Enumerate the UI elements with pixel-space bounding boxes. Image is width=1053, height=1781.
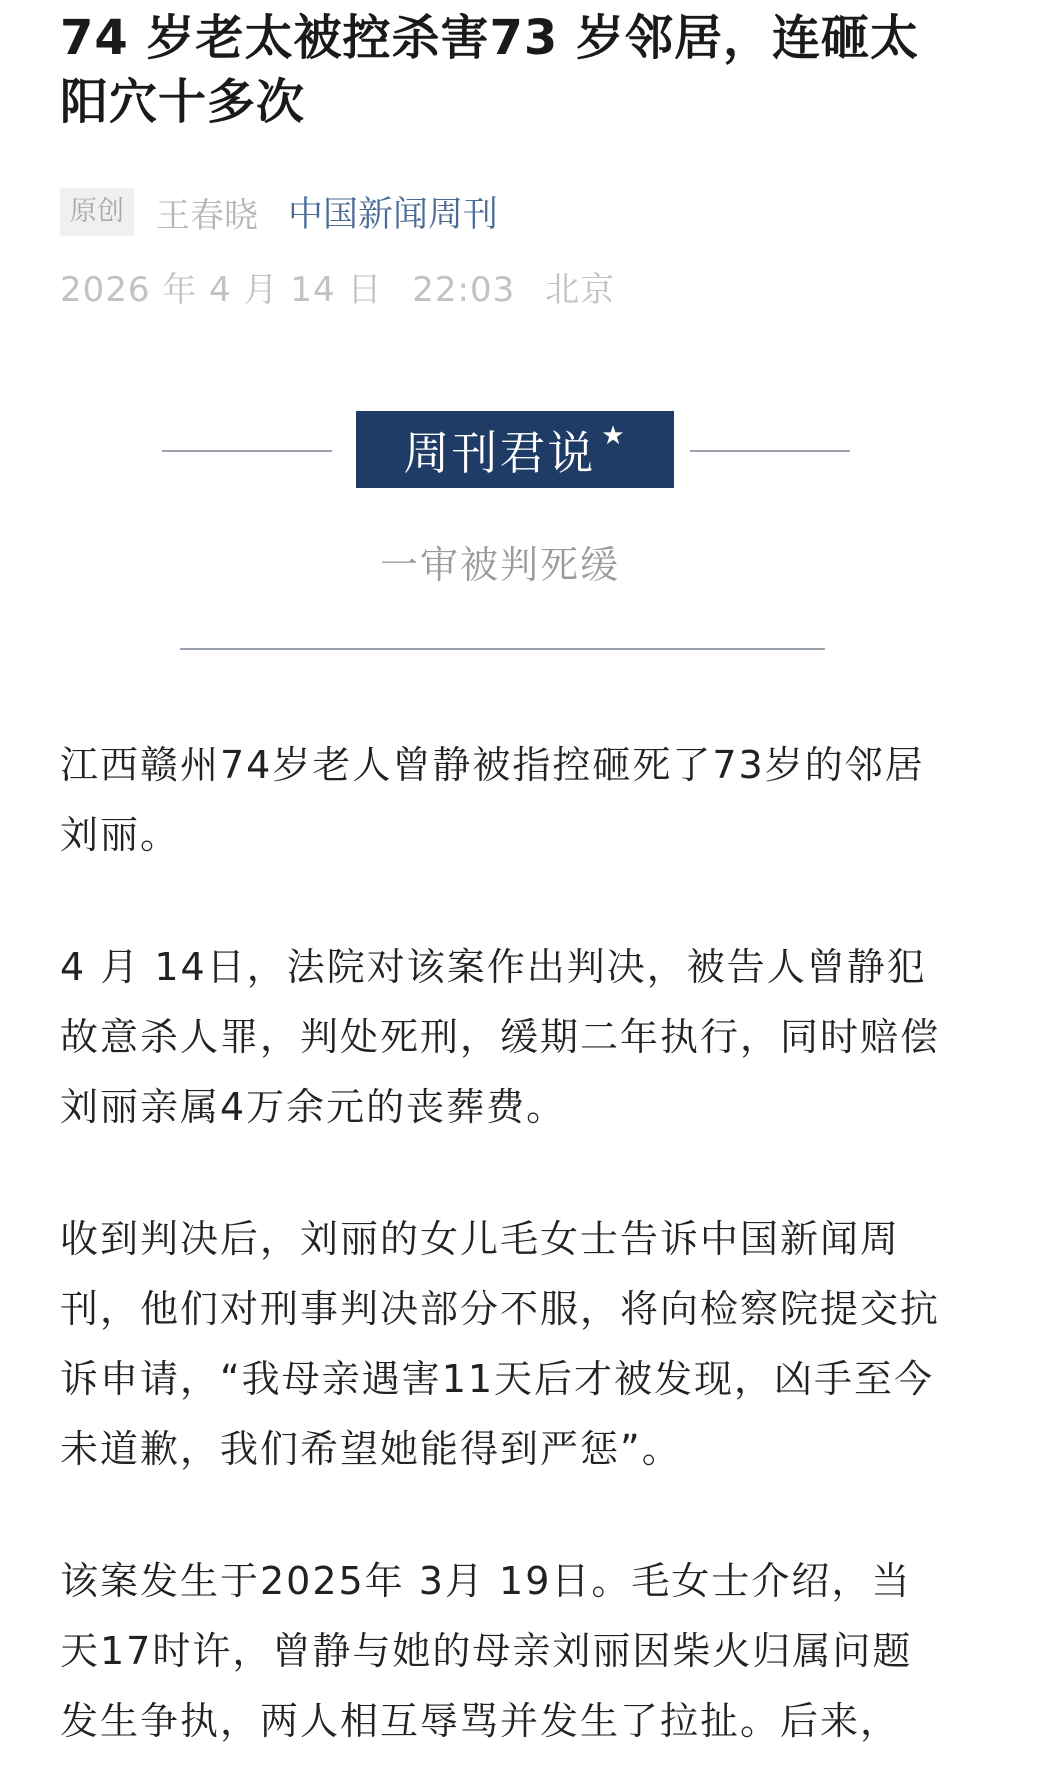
article-body: [60, 730, 948, 1781]
paragraph: 4 月 14日，法院对该案作出判决，被告人曾静犯故意杀人罪，判处死刑，缓期二年执行，同时赔偿刘丽亲属4万余元的丧葬费。: [60, 945, 941, 1129]
author-name[interactable]: 王春晓: [156, 195, 258, 236]
star-icon: ★: [601, 420, 627, 451]
publish-location: 北京: [545, 270, 616, 310]
banner-divider-left: [162, 450, 332, 452]
source-link[interactable]: 中国新闻周刊: [288, 195, 499, 235]
column-banner: [356, 411, 674, 488]
byline: [60, 184, 498, 240]
paragraph: 江西赣州74岁老人曾静被指控砸死了73岁的邻居刘丽。: [60, 743, 925, 857]
original-badge: 原创: [60, 188, 134, 236]
publish-date: 2026 年 4 月 14 日: [60, 270, 383, 310]
column-banner-label: 周刊君说: [403, 425, 596, 480]
paragraph: 收到判决后，刘丽的女儿毛女士告诉中国新闻周刊，他们对刑事判决部分不服，将向检察院提交抗诉申请，“我母亲遇害11天后才被发现，凶手至今未道歉，我们希望她能得到严惩”。: [60, 1217, 941, 1471]
banner-divider-right: [690, 450, 850, 452]
article-title: 74 岁老太被控杀害73 岁邻居，连砸太阳穴十多次: [60, 10, 920, 130]
publish-info: [60, 262, 615, 311]
section-subtitle: 一审被判死缓: [379, 543, 620, 587]
publish-time: 22:03: [412, 270, 516, 310]
paragraph: 该案发生于2025年 3月 19日。毛女士介绍，当天17时许，曾静与她的母亲刘丽因柴火归属问题发生争执，两人相互辱骂并发生了拉扯。后来，: [60, 1559, 913, 1743]
section-divider: [180, 648, 825, 650]
